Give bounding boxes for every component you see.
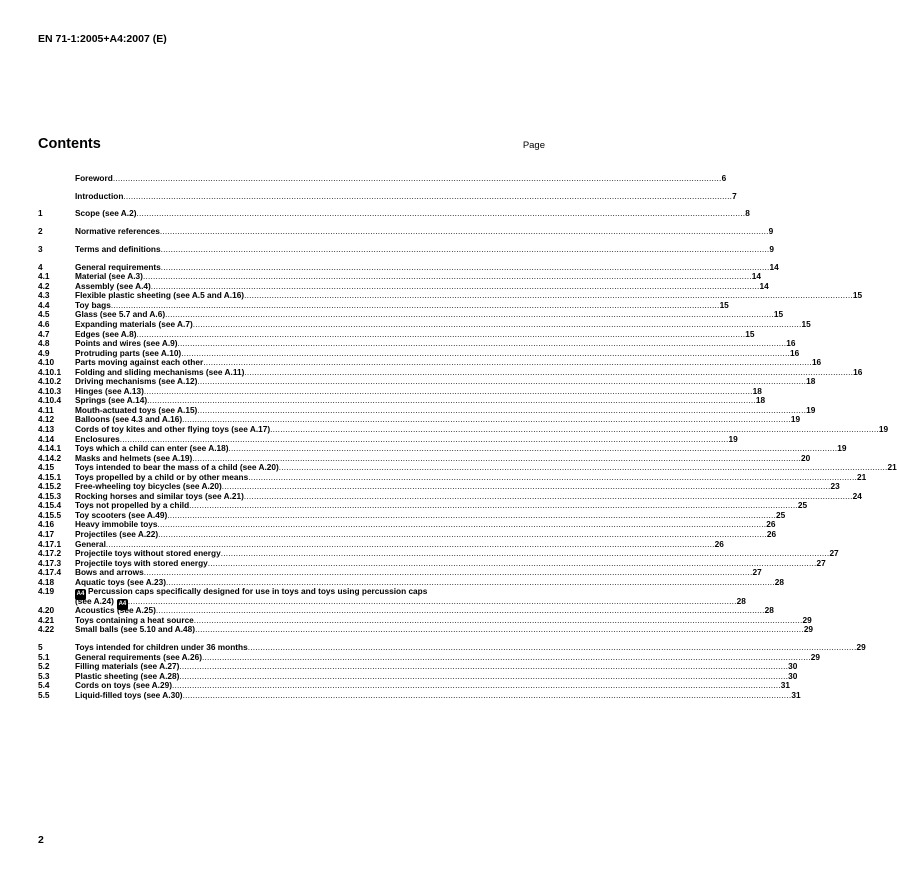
toc-entry-title: General requirements (see A.26) <box>75 651 202 662</box>
toc-entry-page: 19 <box>806 404 816 415</box>
toc-entry-number: 4.14.1 <box>38 443 62 454</box>
toc-entry-title: Toys containing a heat source <box>75 614 194 625</box>
toc-entry-number: 4.17.3 <box>38 557 62 568</box>
toc-entry-page: 29 <box>810 651 820 662</box>
toc-entry-title: Projectile toys without stored energy <box>75 548 221 559</box>
toc-entry-page: 14 <box>751 271 761 282</box>
toc-entry-title: Projectiles (see A.22) <box>75 528 159 539</box>
toc-entry-page: 31 <box>780 680 790 691</box>
toc-entry-number: 4.17.4 <box>38 567 62 578</box>
toc-entry-title-text: (see A.24) <box>75 595 114 606</box>
toc-entry-page: 18 <box>755 395 766 406</box>
toc-entry-number: 4 <box>38 261 43 272</box>
toc-entry-page: 16 <box>786 338 796 349</box>
toc-entry-title: Acoustics (see A.25) <box>75 605 156 616</box>
toc-entry-title: Toys intended to bear the mass of a child (see A.20) <box>75 462 279 473</box>
toc-entry-title: Expanding materials (see A.7) <box>75 318 193 329</box>
toc-entry-page: 26 <box>766 528 777 539</box>
toc-entry-page: 15 <box>801 318 811 329</box>
toc-entry-number: 4.8 <box>38 338 50 349</box>
toc-entry-title: Rocking horses and similar toys (see A.21) <box>75 490 244 501</box>
toc-entry-page: 15 <box>773 309 784 320</box>
toc-entry-page: 15 <box>719 299 729 310</box>
toc-entry-title: Toys intended for children under 36 months <box>75 642 248 653</box>
toc-entry-number: 4.15.4 <box>38 500 62 511</box>
toc-entry-page: 21 <box>887 462 897 473</box>
toc-entry-number: 4.4 <box>38 299 50 310</box>
toc-entry-number: 5.1 <box>38 651 50 662</box>
dot-leader <box>136 209 745 219</box>
toc-entry-number: 4.21 <box>38 614 55 625</box>
toc-entry-page: 7 <box>732 190 737 201</box>
dot-leader <box>195 625 804 635</box>
toc-entry-title: Points and wires (see A.9) <box>75 338 178 349</box>
toc-entry-number: 5.3 <box>38 670 50 681</box>
toc-entry-title-line1: Percussion caps specifically designed for use in toys and toys using percussion caps <box>88 586 428 597</box>
toc-entry-page: 29 <box>802 614 812 625</box>
toc-entry-page: 26 <box>766 519 776 530</box>
toc-entry-number: 4.7 <box>38 328 50 339</box>
toc-entry-page: 16 <box>789 347 800 358</box>
toc-entry-number: 4.13 <box>38 423 55 434</box>
toc-entry-title: Heavy immobile toys <box>75 519 158 530</box>
toc-entry-title: Hinges (see A.13) <box>75 385 144 396</box>
toc-entry-number: 4.20 <box>38 605 55 616</box>
toc-entry-page: 28 <box>774 576 784 587</box>
toc-entry-page: 27 <box>752 567 762 578</box>
toc-entry-title: Glass (see 5.7 and A.6) <box>75 309 166 320</box>
toc-entry-page: 9 <box>769 243 774 254</box>
toc-entry[interactable] <box>38 173 727 184</box>
toc-entry-title: Toys which a child can enter (see A.18) <box>75 443 229 454</box>
toc-entry-page: 27 <box>816 557 826 568</box>
toc-entry-number: 2 <box>38 226 43 237</box>
toc-entry-title: Springs (see A.14) <box>75 395 148 406</box>
toc-entry-title: Bows and arrows <box>75 567 144 578</box>
toc-entry-number: 4.10.4 <box>38 395 62 406</box>
toc-entry-number: 3 <box>38 243 43 254</box>
toc-entry-title: Mouth-actuated toys (see A.15) <box>75 404 198 415</box>
toc-entry-page: 21 <box>856 471 867 482</box>
document-header: EN 71-1:2005+A4:2007 (E) <box>38 33 167 45</box>
toc-entry-page: 24 <box>852 490 862 501</box>
toc-entry-number: 4.17.1 <box>38 538 62 549</box>
toc-entry-page: 18 <box>806 376 816 387</box>
toc-entry-title: Edges (see A.8) <box>75 328 137 339</box>
toc-entry-page: 19 <box>728 433 738 444</box>
toc-entry[interactable] <box>38 689 801 701</box>
toc-entry[interactable] <box>38 208 750 219</box>
toc-entry-number: 4.6 <box>38 318 50 329</box>
toc-entry-page: 23 <box>830 481 840 492</box>
toc-entry-title: Material (see A.3) <box>75 271 143 282</box>
toc-entry-number: 4.15.5 <box>38 509 62 520</box>
toc-entry-page: 19 <box>878 423 889 434</box>
toc-entry-title: Free-wheeling toy bicycles (see A.20) <box>75 481 222 492</box>
toc-entry-title: Filling materials (see A.27) <box>75 661 180 672</box>
contents-title: Contents <box>38 136 101 152</box>
toc-entry-number: 4.11 <box>38 404 54 415</box>
toc-entry-number: 4.2 <box>38 280 50 291</box>
toc-entry-number: 4.10.3 <box>38 385 62 396</box>
toc-entry-title: Parts moving against each other <box>75 357 204 368</box>
toc-entry-page: 19 <box>837 443 847 454</box>
toc-entry-title: Enclosures <box>75 433 120 444</box>
dot-leader <box>123 192 732 202</box>
toc-entry-title: Protruding parts (see A.10) <box>75 347 182 358</box>
toc-entry-title: Projectile toys with stored energy <box>75 557 208 568</box>
table-of-contents <box>38 173 897 700</box>
toc-entry-page: 29 <box>803 624 814 635</box>
toc-entry[interactable] <box>38 190 737 202</box>
toc-entry-page: 15 <box>745 328 755 339</box>
toc-entry-title: Flexible plastic sheeting (see A.5 and A.16) <box>75 290 245 301</box>
toc-entry-title: Terms and definitions <box>75 243 161 254</box>
toc-entry-title: General <box>75 538 106 549</box>
toc-entry-title: Scope (see A.2) <box>75 208 137 219</box>
toc-entry-title: Assembly (see A.4) <box>75 280 151 291</box>
dot-leader <box>183 691 792 701</box>
toc-entry-page: 19 <box>790 414 801 425</box>
toc-entry-number: 4.12 <box>38 414 55 425</box>
toc-entry-number: 4.1 <box>38 271 50 282</box>
toc-entry-number: 4.14 <box>38 433 55 444</box>
toc-entry[interactable] <box>38 243 774 255</box>
toc-entry-title: Balloons (see 4.3 and A.16) <box>75 414 183 425</box>
toc-entry-title: Small balls (see 5.10 and A.48) <box>75 624 196 635</box>
toc-entry-title: Introduction <box>75 190 124 201</box>
toc-entry-title: Cords of toy kites and other flying toys (see A.17) <box>75 423 271 434</box>
dot-leader <box>161 245 770 255</box>
toc-entry-title: Normative references <box>75 226 160 237</box>
toc-entry-title: Folding and sliding mechanisms (see A.11) <box>75 366 245 377</box>
toc-entry[interactable] <box>38 226 774 237</box>
toc-entry-number: 4.5 <box>38 309 50 320</box>
toc-entry-number: 5.4 <box>38 680 50 691</box>
toc-entry-number: 4.15.3 <box>38 490 62 501</box>
toc-entry-title: Foreword <box>75 173 113 183</box>
toc-entry-title: Toy scooters (see A.49) <box>75 509 168 520</box>
toc-entry-number: 4.16 <box>38 519 55 530</box>
toc-entry-page: 30 <box>788 661 798 672</box>
toc-entry-page: 27 <box>829 548 839 559</box>
toc-entry-number: 5.5 <box>38 689 50 700</box>
toc-entry-title: Cords on toys (see A.29) <box>75 680 172 691</box>
dot-leader <box>113 174 722 184</box>
toc-entry-number: 4.14.2 <box>38 452 62 463</box>
toc-entry-number: 4.17.2 <box>38 548 62 559</box>
toc-entry-page: 25 <box>797 500 808 511</box>
toc-entry-title: Liquid-filled toys (see A.30) <box>75 689 183 700</box>
toc-entry-title: General requirements <box>75 261 161 272</box>
toc-entry-page: 14 <box>759 280 769 291</box>
toc-entry-number: 4.15.1 <box>38 471 62 482</box>
toc-entry-number: 5.2 <box>38 661 50 672</box>
toc-entry-title: Toy bags <box>75 299 111 310</box>
toc-entry[interactable] <box>38 624 814 635</box>
toc-entry-number: 5 <box>38 642 43 653</box>
page-column-label: Page <box>522 140 545 151</box>
toc-entry-number: 4.10.2 <box>38 376 62 387</box>
toc-entry-number: 4.3 <box>38 290 50 301</box>
toc-entry-page: 31 <box>791 689 801 700</box>
toc-entry-title: Aquatic toys (see A.23) <box>75 576 166 587</box>
toc-entry-title: Toys not propelled by a child <box>75 500 190 511</box>
toc-entry-number: 4.15 <box>38 462 55 473</box>
toc-entry-number: 4.9 <box>38 347 50 358</box>
toc-entry-title: Driving mechanisms (see A.12) <box>75 376 198 387</box>
toc-entry-number: 4.18 <box>38 576 55 587</box>
toc-entry-page: 9 <box>768 226 774 237</box>
toc-entry-title: Masks and helmets (see A.19) <box>75 452 193 463</box>
toc-entry-title: Plastic sheeting (see A.28) <box>75 670 180 681</box>
toc-entry-number: 4.22 <box>38 624 55 635</box>
amendment-end-icon: A4 <box>117 599 128 610</box>
toc-entry-page: 18 <box>752 385 762 396</box>
toc-entry-page: 6 <box>721 173 727 183</box>
toc-entry-number: 4.10.1 <box>38 366 62 377</box>
toc-entry-page: 29 <box>856 642 866 653</box>
page-number: 2 <box>38 834 44 846</box>
toc-entry-number: 4.17 <box>38 528 55 539</box>
toc-entry-number: 4.19 <box>38 586 55 597</box>
toc-entry-page: 15 <box>852 290 863 301</box>
toc-entry-page: 26 <box>714 538 724 549</box>
toc-entry-page: 8 <box>745 208 750 219</box>
toc-entry-number: 4.15.2 <box>38 481 62 492</box>
toc-entry-page: 30 <box>788 670 798 681</box>
toc-entry-page: 20 <box>801 452 811 463</box>
toc-entry-number: 4.10 <box>38 357 55 368</box>
toc-entry-page: 14 <box>769 261 779 272</box>
toc-entry-number: 1 <box>38 208 43 219</box>
toc-entry-page: 16 <box>853 366 863 377</box>
toc-entry-title: Toys propelled by a child or by other means <box>75 471 249 482</box>
amendment-start-icon: A4 <box>75 589 86 600</box>
toc-entry-page: 25 <box>775 509 786 520</box>
toc-entry-page: 28 <box>736 595 746 606</box>
dot-leader <box>160 227 769 237</box>
toc-entry-page: 16 <box>811 357 822 368</box>
toc-entry-page: 28 <box>764 605 774 616</box>
